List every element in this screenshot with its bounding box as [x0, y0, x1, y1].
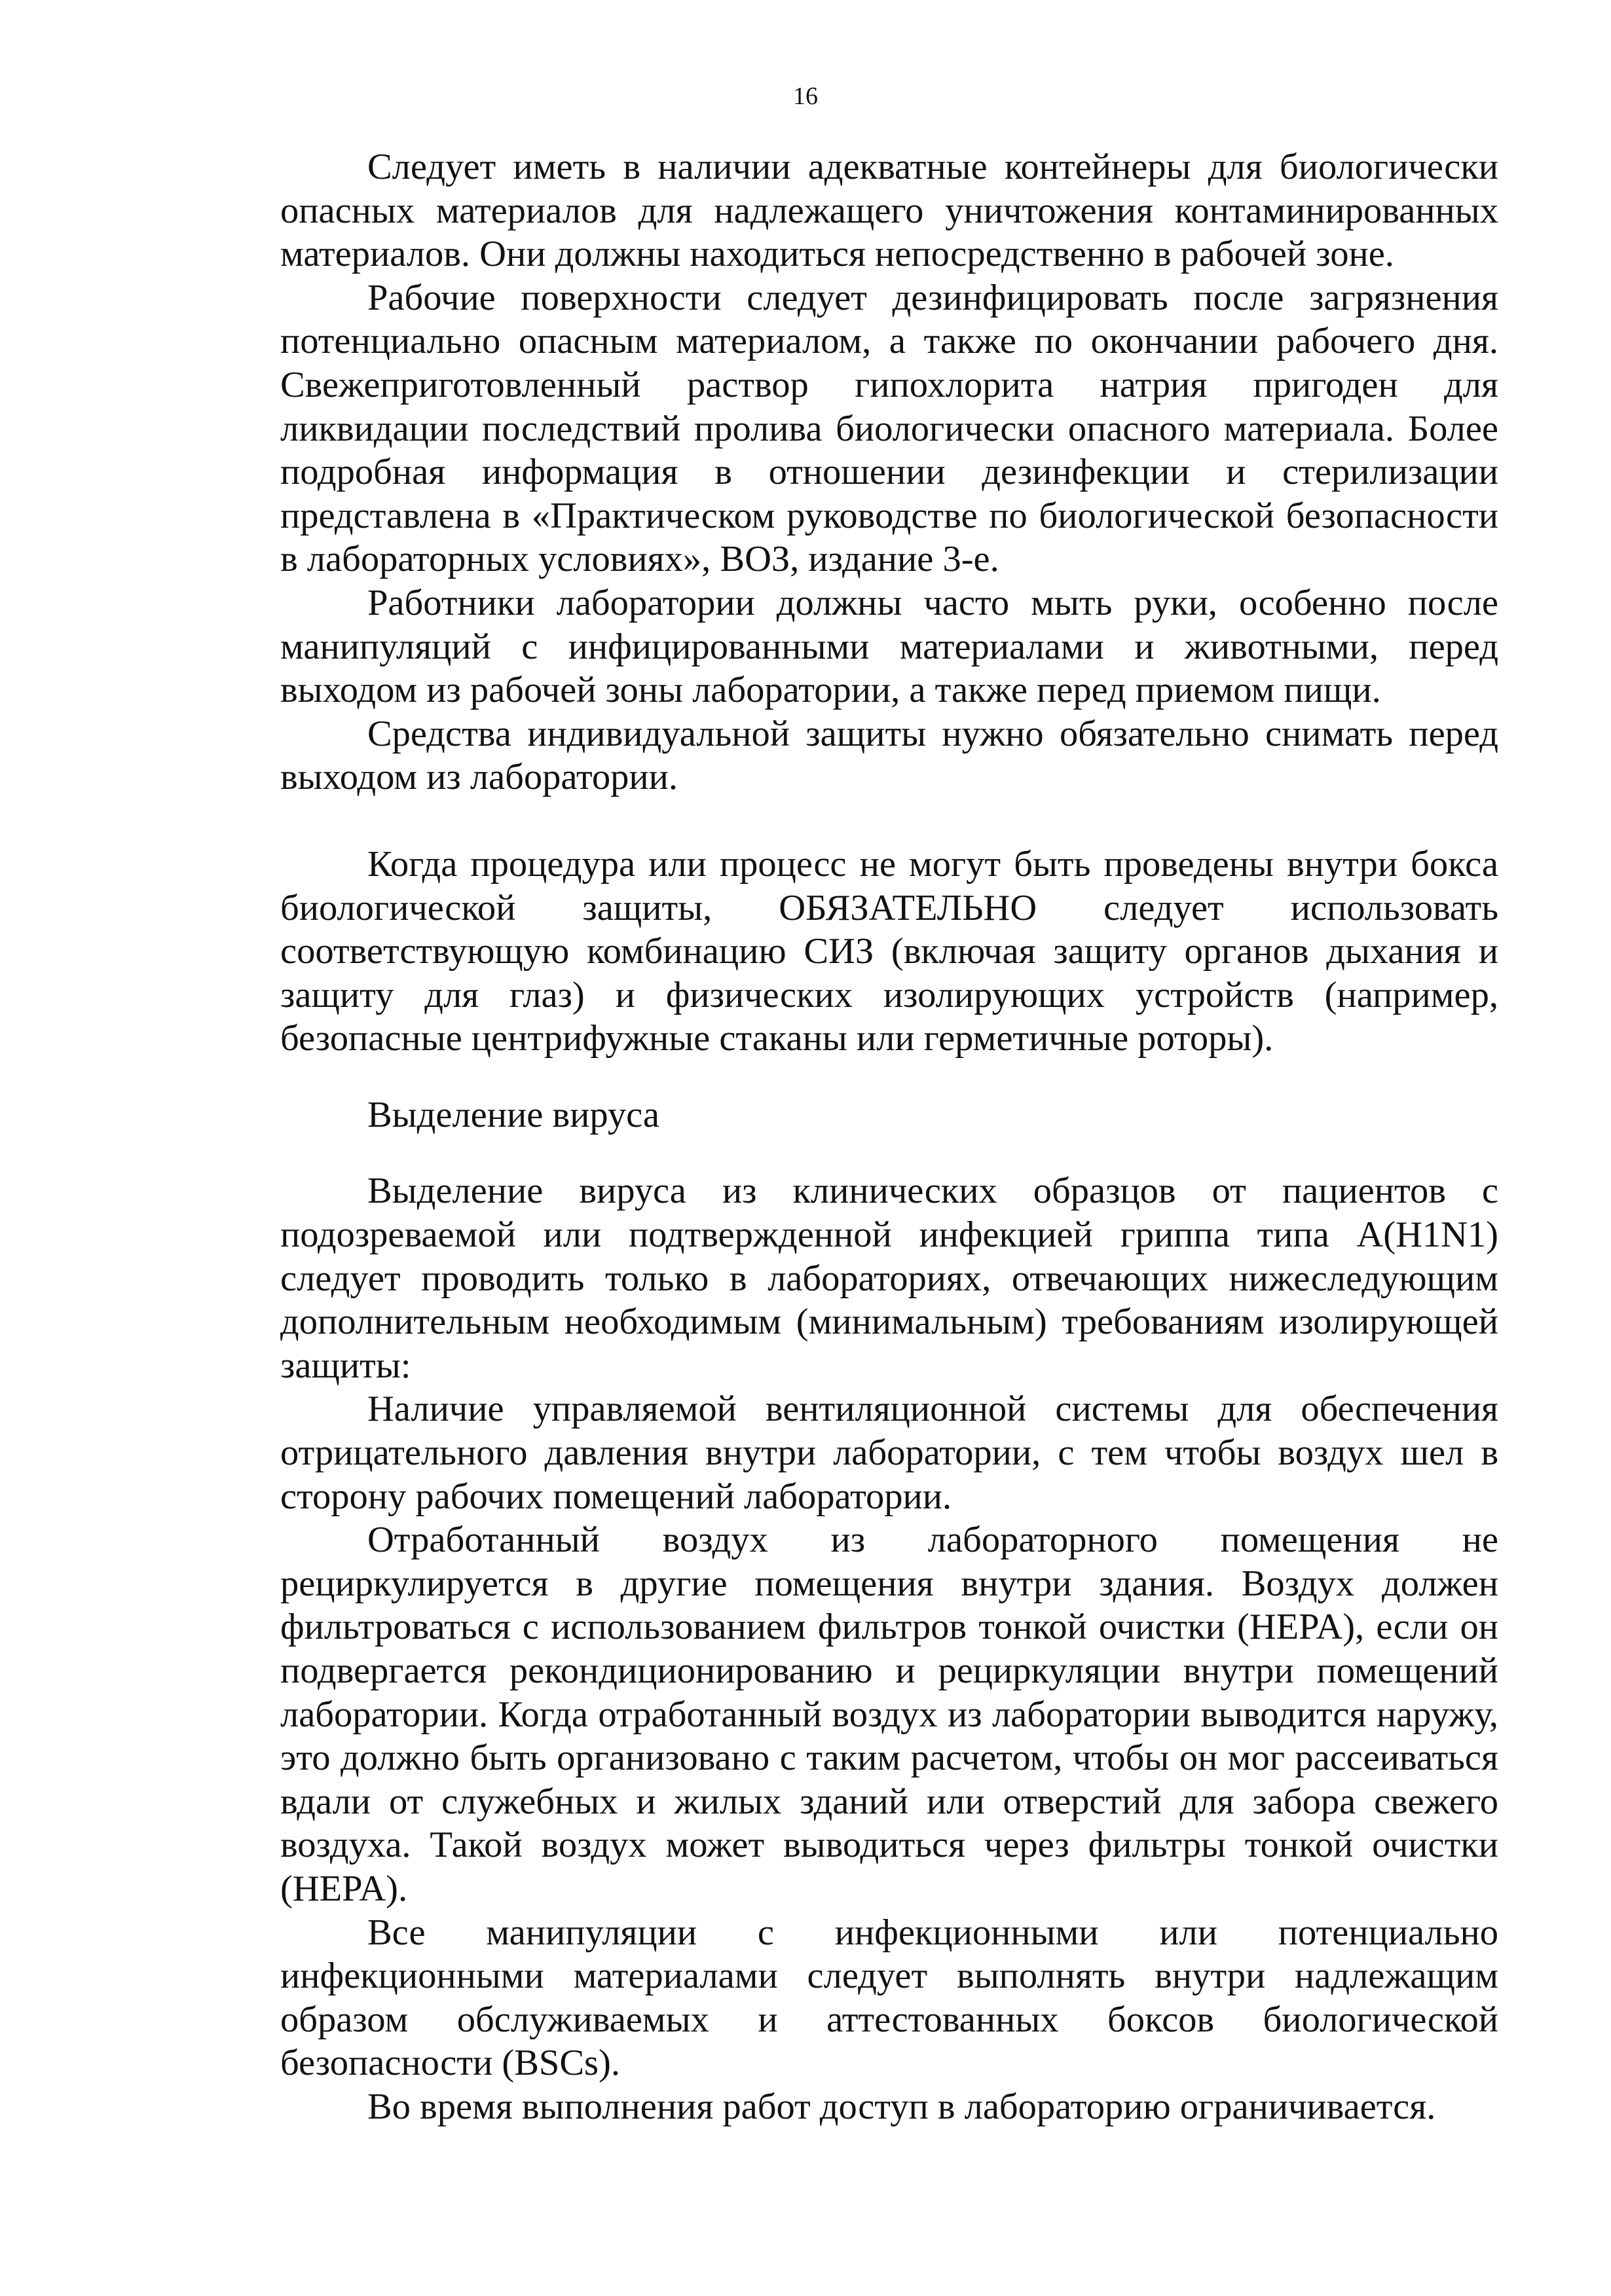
paragraph-containers: Следует иметь в наличии адекватные контейнеры для биологически опасных материалов для надлежащего уничтожения контаминированных материалов. Они должны находиться непосредственно в рабочей зоне. — [280, 147, 1498, 275]
document-body — [280, 145, 1498, 2129]
paragraph-access-restriction: Во время выполнения работ доступ в лабораторию ограничивается. — [367, 2086, 1436, 2127]
paragraph-exhaust-air: Отработанный воздух из лабораторного помещения не рециркулируется в другие помещения внутри здания. Воздух должен фильтроваться с использованием фильтров тонкой очистки (HEPA), если он подвергается рекондиционированию и рециркуляции внутри помещений лаборатории. Когда отработанный воздух из лаборатории выводится наружу, это должно быть организовано с таким расчетом, чтобы он мог рассеиваться вдали от служебных и жилых зданий или отверстий для забора свежего воздуха. Такой воздух может выводиться через фильтры тонкой очистки (HEPA). — [280, 1520, 1498, 1909]
spacer — [280, 1061, 1498, 1093]
paragraph-hand-washing: Работники лаборатории должны часто мыть руки, особенно после манипуляций с инфицированными материалами и животными, перед выходом из рабочей зоны лаборатории, а также перед приемом пищи. — [280, 582, 1498, 711]
paragraph-bsc-manipulations: Все манипуляции с инфекционными или потенциально инфекционными материалами следует выполнять внутри надлежащим образом обслуживаемых и аттестованных боксов биологической безопасности (BSCs). — [280, 1912, 1498, 2084]
page-number: 16 — [793, 82, 818, 110]
paragraph-ventilation: Наличие управляемой вентиляционной системы для обеспечения отрицательного давления внутри лаборатории, с тем чтобы воздух шел в сторону рабочих помещений лаборатории. — [280, 1389, 1498, 1517]
spacer — [280, 1137, 1498, 1169]
paragraph-disinfection: Рабочие поверхности следует дезинфицировать после загрязнения потенциально опасным материалом, а также по окончании рабочего дня. Свежеприготовленный раствор гипохлорита натрия пригоден для ликвидации последствий пролива биологически опасного материала. Более подробная информация в отношении дезинфекции и стерилизации представлена в «Практическом руководстве по биологической безопасности в лабораторных условиях», ВОЗ, издание 3-е. — [280, 277, 1498, 580]
paragraph-virus-isolation: Выделение вируса из клинических образцов от пациентов с подозреваемой или подтвержденной инфекцией гриппа типа A(H1N1) следует проводить только в лабораториях, отвечающих нижеследующим дополнительным необходимым (минимальным) требованиям изолирующей защиты: — [280, 1171, 1498, 1386]
section-heading: Выделение вируса — [367, 1094, 659, 1135]
paragraph-ppe-removal: Средства индивидуальной защиты нужно обязательно снимать перед выходом из лаборатории. — [280, 713, 1498, 798]
paragraph-biosafety-cabinet: Когда процедура или процесс не могут быть проведены внутри бокса биологической защиты, ОБЯЗАТЕЛЬНО следует использовать соответствующую комбинацию СИЗ (включая защиту органов дыхания и защиту для глаз) и физических изолирующих устройств (например, безопасные центрифужные стаканы или герметичные роторы). — [280, 843, 1498, 1059]
spacer — [280, 799, 1498, 843]
